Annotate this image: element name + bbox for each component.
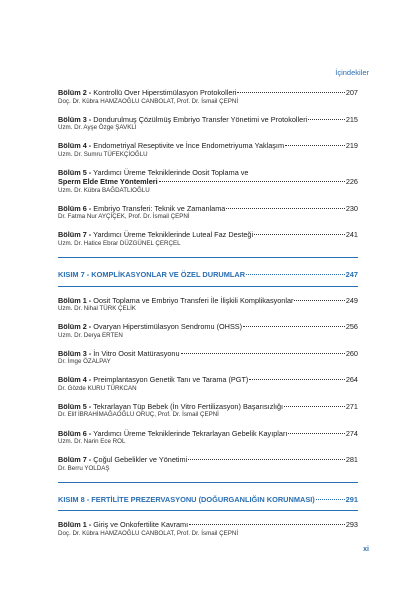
page-number: 230	[345, 203, 358, 213]
chapter-label: Bölüm 1 -	[58, 520, 92, 530]
leader-dots	[243, 326, 345, 327]
chapter-authors: Dr. Berru YOLDAŞ	[58, 464, 110, 472]
toc-entry[interactable]	[58, 141, 358, 159]
page-number: 281	[345, 455, 358, 465]
page-number: 264	[345, 375, 358, 385]
chapter-title: Yardımcı Üreme Tekniklerinde Tekrarlayan Gebelik Kayıpları	[93, 428, 288, 438]
toc-entry[interactable]	[58, 230, 358, 248]
toc-entry[interactable]	[58, 322, 358, 340]
chapter-label: Bölüm 5 -	[58, 167, 92, 177]
page-number: 256	[345, 322, 358, 332]
running-header: İçindekiler	[335, 68, 369, 77]
section-divider	[58, 257, 358, 258]
chapter-authors: Dr. Gözde KURU TÜRKCAN	[58, 384, 137, 392]
chapter-label: Bölüm 7 -	[58, 230, 92, 240]
part-heading-7[interactable]	[58, 270, 358, 287]
chapter-title: Kontrollü Over Hiperstimülasyon Protokolleri	[93, 88, 237, 97]
leader-dots	[254, 234, 345, 235]
chapter-authors: Uzm. Dr. Narin Ece ROL	[58, 438, 126, 446]
page-number: 293	[345, 520, 358, 530]
chapter-authors: Doç. Dr. Kübra HAMZAOĞLU CANBOLAT, Prof. Dr. İsmail ÇEPNİ	[58, 97, 239, 105]
chapter-title: Oosit Toplama ve Embriyo Transferi İle İlişkili Komplikasyonlar	[93, 295, 294, 305]
chapter-authors: Uzm. Dr. Nihal TÜRK ÇELİK	[58, 305, 136, 313]
part-heading-8[interactable]	[58, 495, 358, 512]
chapter-label: Bölüm 1 -	[58, 295, 92, 305]
chapter-label: Bölüm 4 -	[58, 375, 92, 385]
toc-entry[interactable]	[58, 402, 358, 420]
chapter-title-line2: Sperm Elde Etme Yöntemleri	[58, 177, 158, 187]
chapter-label: Bölüm 6 -	[58, 203, 92, 213]
page-number: 291	[345, 494, 358, 504]
toc-entry[interactable]	[58, 204, 358, 222]
part-title: KISIM 7 - KOMPLİKASYONLAR VE ÖZEL DURUMLAR	[58, 270, 246, 280]
chapter-label: Bölüm 2 -	[58, 322, 92, 332]
page-number: 241	[345, 230, 358, 240]
chapter-label: Bölüm 4 -	[58, 141, 92, 151]
chapter-title: Yardımcı Üreme Tekniklerinde Oosit Toplama ve	[93, 167, 249, 177]
leader-dots	[189, 524, 345, 525]
chapter-authors: Dr. Fatma Nur AYÇİÇEK, Prof. Dr. İsmail ÇEPNİ	[58, 213, 190, 221]
page-number: 260	[345, 348, 358, 358]
leader-dots	[181, 353, 345, 354]
toc-entry[interactable]	[58, 429, 358, 447]
chapter-title: Dondurulmuş Çözülmüş Embriyo Transfer Yönetimi ve Protokolleri	[93, 114, 308, 124]
leader-dots	[294, 300, 344, 301]
section-divider	[58, 482, 358, 483]
leader-dots	[237, 92, 344, 93]
page-number: 219	[345, 141, 358, 151]
page-number: 226	[345, 177, 358, 187]
leader-dots	[316, 499, 345, 500]
chapter-label: Bölüm 3 -	[58, 114, 92, 124]
chapter-authors: Uzm. Dr. Sumru TÜFEKÇİOĞLU	[58, 150, 148, 158]
chapter-authors: Uzm. Dr. Hatice Ebrar DÜZGÜNEL ÇERÇEL	[58, 239, 181, 247]
leader-dots	[249, 379, 344, 380]
leader-dots	[246, 274, 345, 275]
chapter-authors: Uzm. Dr. Ayşe Özge ŞAVKLI	[58, 124, 137, 132]
page-footer-number: xi	[363, 546, 369, 553]
chapter-authors: Uzm. Dr. Derya ERTEN	[58, 331, 123, 339]
page-number: 247	[345, 270, 358, 280]
chapter-authors: Dr. İmge ÖZALPAY	[58, 358, 111, 366]
toc-entry[interactable]	[58, 375, 358, 393]
toc-entry[interactable]	[58, 296, 358, 314]
chapter-authors: Dr. Elif İBRAHİMAĞAOĞLU ORUÇ, Prof. Dr. İsmail ÇEPNİ	[58, 411, 219, 419]
chapter-title: Endometriyal Reseptivite ve İnce Endometriyuma Yaklaşım	[93, 141, 285, 151]
toc-entry[interactable]	[58, 349, 358, 367]
toc-list	[58, 88, 358, 547]
toc-entry[interactable]	[58, 115, 358, 133]
toc-entry[interactable]	[58, 168, 358, 196]
chapter-label: Bölüm 5 -	[58, 401, 92, 411]
chapter-title: İn Vitro Oosit Matürasyonu	[93, 348, 180, 358]
chapter-title: Yardımcı Üreme Tekniklerinde Luteal Faz Desteği	[93, 230, 254, 240]
part-title: KISIM 8 - FERTİLİTE PREZERVASYONU (DOĞURGANLIĞIN KORUNMASI)	[58, 494, 315, 504]
chapter-authors: Doç. Dr. Kübra HAMZAOĞLU CANBOLAT, Prof. Dr. İsmail ÇEPNİ	[58, 529, 239, 537]
page-number: 274	[345, 428, 358, 438]
leader-dots	[226, 208, 344, 209]
chapter-label: Bölüm 7 -	[58, 455, 92, 465]
page-number: 215	[345, 114, 358, 124]
chapter-label: Bölüm 6 -	[58, 428, 92, 438]
toc-entry[interactable]	[58, 88, 358, 106]
leader-dots	[285, 145, 345, 146]
leader-dots	[284, 406, 345, 407]
chapter-title: Çoğul Gebelikler ve Yönetimi	[93, 455, 188, 465]
page-number: 271	[345, 401, 358, 411]
chapter-title: Tekrarlayan Tüp Bebek (İn Vitro Fertilizasyon) Başarısızlığı	[93, 401, 284, 411]
leader-dots	[288, 433, 344, 434]
page-number: 207	[345, 88, 358, 97]
toc-entry[interactable]	[58, 520, 358, 538]
chapter-title: Giriş ve Onkofertilite Kavramı	[93, 520, 189, 530]
chapter-title: Preimplantasyon Genetik Tanı ve Tarama (PGT)	[93, 375, 249, 385]
page-number: 249	[345, 295, 358, 305]
chapter-label: Bölüm 3 -	[58, 348, 92, 358]
chapter-title: Embriyo Transferi: Teknik ve Zamanlama	[93, 203, 226, 213]
leader-dots	[188, 459, 345, 460]
leader-dots	[308, 119, 345, 120]
toc-entry[interactable]	[58, 455, 358, 473]
chapter-authors: Uzm. Dr. Kübra BAĞDATLIOĞLU	[58, 186, 150, 194]
leader-dots	[159, 181, 345, 182]
chapter-title: Ovaryan Hiperstimülasyon Sendromu (OHSS)	[93, 322, 243, 332]
chapter-label: Bölüm 2 -	[58, 88, 92, 97]
